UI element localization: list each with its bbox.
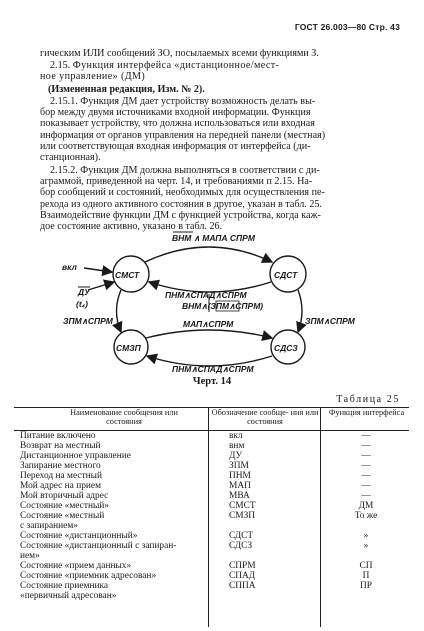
cell-code: СМЗП bbox=[229, 511, 256, 521]
cell-function: — bbox=[361, 441, 371, 451]
table-row bbox=[0, 541, 424, 551]
para-line: 2.15.1. Функция ДМ дает устройству возможность делать вы- bbox=[50, 96, 316, 107]
arc-top bbox=[145, 247, 272, 262]
state-smst-label: СМСТ bbox=[115, 270, 140, 280]
cell-code: СПРМ bbox=[229, 561, 256, 571]
label-du: ДУ bbox=[78, 287, 90, 297]
cell-name: Состояние «приемник адресован» bbox=[20, 571, 157, 581]
cell-code: СППА bbox=[229, 581, 256, 591]
paragraph-2-15-2 bbox=[40, 165, 396, 232]
label-t4: (t₄) bbox=[76, 299, 88, 309]
table-row bbox=[0, 531, 424, 541]
cell-function: П bbox=[362, 571, 370, 581]
table-header bbox=[14, 407, 409, 431]
para-line: бор сообщений и состояний, необходимых для осуществления пе- bbox=[40, 187, 325, 199]
arc-sdsz-smzp bbox=[147, 356, 272, 366]
table-row bbox=[0, 451, 424, 461]
figure-caption: Черт. 14 bbox=[192, 376, 232, 387]
section-title-line2: ное управление» (ДМ) bbox=[40, 71, 146, 83]
cell-code: ЗПМ bbox=[229, 461, 249, 471]
cell-function: СП bbox=[359, 561, 373, 571]
table-row bbox=[0, 471, 424, 481]
cell-name: ием» bbox=[20, 551, 40, 561]
cell-function: ПР bbox=[360, 581, 372, 591]
cell-name: Состояние приемника bbox=[20, 581, 109, 591]
cell-code: ДУ bbox=[229, 451, 243, 461]
cell-name: Переход на местный bbox=[20, 471, 102, 481]
cell-function: » bbox=[363, 541, 369, 551]
continuation-line: гическим ИЛИ сообщений ЗО, посылаемых всеми функциями З. bbox=[40, 48, 319, 59]
state-sdst-circle bbox=[270, 256, 306, 292]
arc-smzp-sdsz bbox=[146, 330, 272, 338]
cell-function: — bbox=[361, 481, 371, 491]
header-col-function: Функция интерфейса bbox=[328, 408, 405, 417]
header-col-name: Наименование сообщения или состояния bbox=[70, 408, 178, 426]
cell-function: То же bbox=[354, 511, 378, 521]
para-line: показывает устройству, что должна использоваться или входная bbox=[40, 118, 315, 130]
paragraph-2-15-1 bbox=[40, 96, 396, 163]
table-row bbox=[0, 591, 424, 601]
label-top: ВНМ ∧ МАПА СПРМ bbox=[172, 233, 255, 243]
cell-name: Состояние «прием данных» bbox=[20, 561, 132, 571]
cell-code: внм bbox=[229, 441, 245, 451]
table-row bbox=[0, 581, 424, 591]
arc-right bbox=[298, 290, 302, 332]
cell-name: Состояние «местный» bbox=[20, 501, 109, 511]
arc-sdst-smst bbox=[149, 282, 271, 292]
para-line: Взаимодействие функции ДМ с функцией устройства, когда каж- bbox=[40, 209, 321, 221]
cell-name: Мой адрес на прием bbox=[20, 481, 102, 491]
cell-function: » bbox=[363, 531, 369, 541]
section-number: 2.15. bbox=[50, 60, 71, 71]
page-header: ГОСТ 26.003—80 Стр. 43 bbox=[294, 22, 400, 32]
cell-code: МВА bbox=[229, 491, 250, 501]
cell-name: Состояние «дистанционный с запиран- bbox=[20, 541, 177, 551]
header-col-code: Обозначение сообще- ния или состояния bbox=[211, 408, 319, 426]
cell-name: Дистанционное управление bbox=[20, 451, 131, 461]
table-row bbox=[0, 481, 424, 491]
label-vkl: вкл bbox=[62, 262, 77, 272]
table-row bbox=[0, 551, 424, 561]
label-lower1: МАП∧СПРМ bbox=[183, 319, 234, 329]
cell-code: СДСЗ bbox=[229, 541, 253, 551]
label-mid1: ПНМ∧СПАД∧СПРМ bbox=[165, 290, 247, 300]
cell-code: СМСТ bbox=[229, 501, 256, 511]
cell-code: СПАД bbox=[229, 571, 256, 581]
cell-name: «первичный адресован» bbox=[20, 591, 117, 601]
cell-function: — bbox=[361, 471, 371, 481]
section-heading bbox=[40, 60, 396, 82]
cell-function: — bbox=[361, 431, 371, 441]
state-smst-circle bbox=[113, 256, 149, 292]
para-line: или соответствующая входная информация от интерфейса (ди- bbox=[40, 140, 311, 152]
cell-code: МАП bbox=[229, 481, 251, 491]
state-smzp-circle bbox=[114, 330, 148, 364]
cell-name: Запирание местного bbox=[20, 461, 101, 471]
cell-function: — bbox=[361, 461, 371, 471]
table-row bbox=[0, 561, 424, 571]
state-sdsz-label: СДСЗ bbox=[274, 343, 298, 353]
cell-name: с запиранием» bbox=[20, 521, 78, 531]
entry-vkl bbox=[84, 268, 112, 272]
cell-name: Возврат на местный bbox=[20, 441, 101, 451]
cell-name: Состояние «местный bbox=[20, 511, 105, 521]
table-row bbox=[0, 571, 424, 581]
para-line: информация от органов управления на передней панели (местная) bbox=[40, 129, 326, 141]
cell-function: ДМ bbox=[358, 501, 374, 511]
amendment-note: (Измененная редакция, Изм. № 2). bbox=[48, 84, 205, 95]
cell-function: — bbox=[361, 451, 371, 461]
cell-code: СДСТ bbox=[229, 531, 254, 541]
section-title-line1: Функция интерфейса «дистанционное/мест- bbox=[72, 60, 280, 71]
table-caption: Таблица 25 bbox=[336, 394, 400, 405]
state-smzp-label: СМЗП bbox=[116, 343, 141, 353]
arc-left bbox=[117, 290, 122, 332]
cell-function: — bbox=[361, 491, 371, 501]
para-line: 2.15.2. Функция ДМ должна выполняться в соответствии с ди- bbox=[50, 165, 320, 176]
para-line: рехода из одного активного состояния в другое, указан в табл. 25. bbox=[40, 198, 322, 210]
table-row bbox=[0, 431, 424, 441]
cell-name: Мой вторичный адрес bbox=[20, 491, 109, 501]
para-line: бор между двумя источниками входной информации. Функция bbox=[40, 107, 311, 119]
table-row bbox=[0, 491, 424, 501]
para-line: дое состояние активно, указано в табл. 26. bbox=[40, 221, 223, 233]
entry-du bbox=[88, 282, 114, 290]
cell-name: Состояние «дистанционный» bbox=[20, 531, 138, 541]
state-sdsz-circle bbox=[271, 330, 305, 364]
cell-code: ПНМ bbox=[229, 471, 251, 481]
table-row bbox=[0, 501, 424, 511]
cell-name: Питание включено bbox=[20, 431, 96, 441]
cell-code: вкл bbox=[229, 431, 243, 441]
label-left: ЗПМ∧СПРМ bbox=[63, 316, 113, 326]
table-row bbox=[0, 511, 424, 521]
para-line: аграммой, приведенной на черт. 14, и требованиями п 2.15. На- bbox=[40, 176, 313, 188]
label-bottom: ПНМ∧СПАД∧СПРМ bbox=[172, 364, 254, 374]
label-mid2: ВНМ∧(ЗПМ∧СПРМ) bbox=[182, 301, 264, 311]
table-row bbox=[0, 441, 424, 451]
label-right: ЗПМ∧СПРМ bbox=[305, 316, 355, 326]
state-sdst-label: СДСТ bbox=[274, 270, 298, 280]
table-row bbox=[0, 461, 424, 471]
para-line: станционная). bbox=[40, 152, 101, 164]
table-row bbox=[0, 521, 424, 531]
